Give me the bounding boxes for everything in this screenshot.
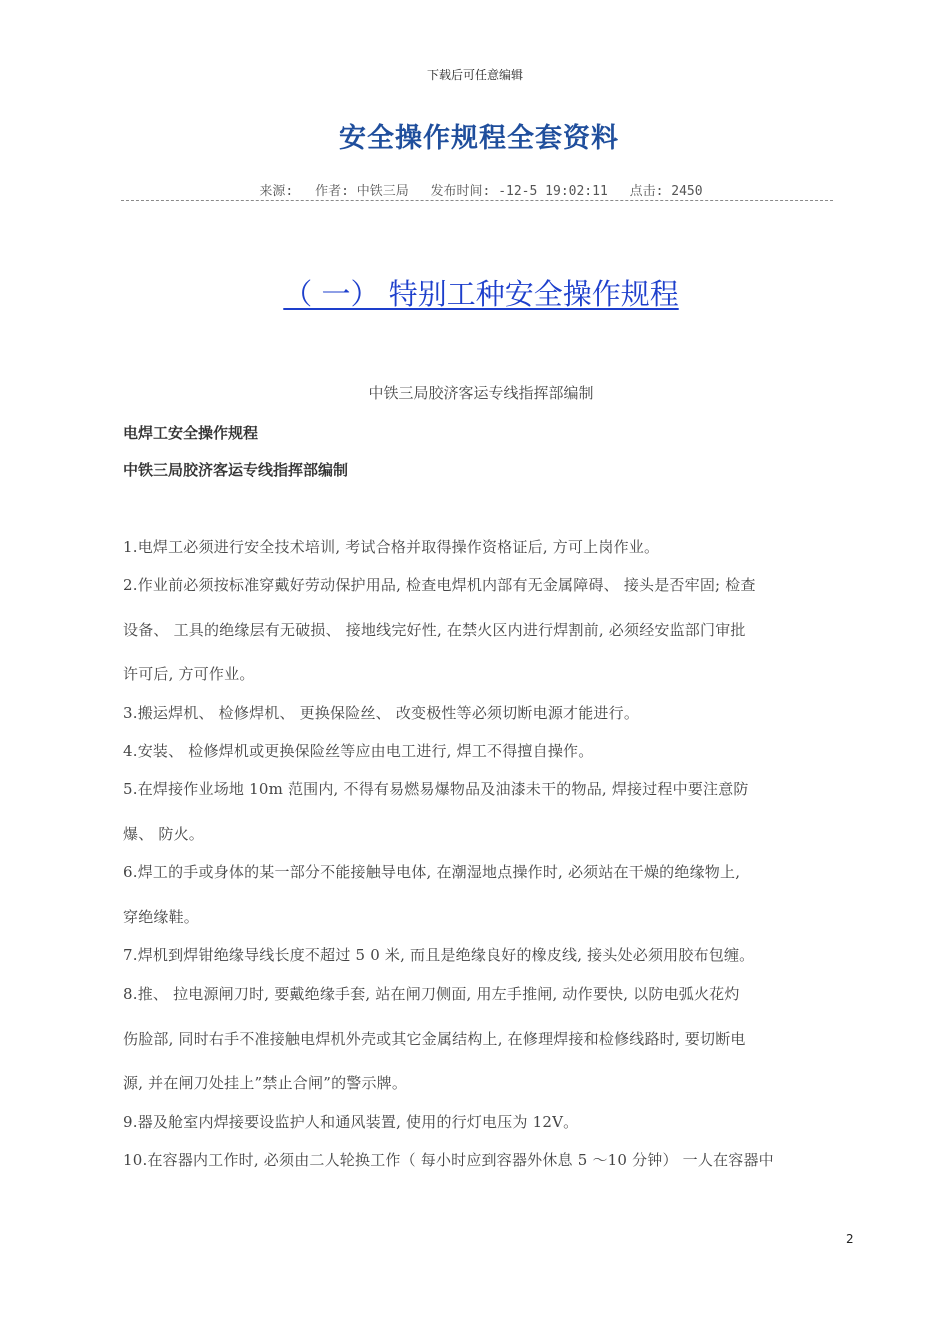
- rule-line: 穿绝缘鞋。: [123, 908, 200, 926]
- page-number: 2: [846, 1232, 854, 1246]
- rule-line: 6.焊工的手或身体的某一部分不能接触导电体, 在潮湿地点操作时, 必须站在干燥的绝缘物上,: [123, 863, 741, 881]
- rule-line: 设备、 工具的绝缘层有无破损、 接地线完好性, 在禁火区内进行焊割前, 必须经安监部门审批: [123, 621, 746, 639]
- rule-line: 爆、 防火。: [123, 825, 204, 843]
- dashed-divider: [121, 200, 833, 201]
- compiler-line: 中铁三局胶济客运专线指挥部编制: [368, 384, 594, 402]
- rule-line: 8.推、 拉电源闸刀时, 要戴绝缘手套, 站在闸刀侧面, 用左手推闸, 动作要快, 以防电弧火花灼: [123, 985, 740, 1003]
- rule-line: 源, 并在闸刀处挂上”禁止合闸”的警示牌。: [123, 1074, 408, 1092]
- subheading-compiler: 中铁三局胶济客运专线指挥部编制: [123, 461, 349, 479]
- rule-line: 5.在焊接作业场地 10m 范围内, 不得有易燃易爆物品及油漆未干的物品, 焊接过程中要注意防: [123, 780, 749, 798]
- meta-author: 作者: 中铁三局: [315, 184, 409, 199]
- rule-line: 4.安装、 检修焊机或更换保险丝等应由电工进行, 焊工不得擅自操作。: [123, 742, 594, 760]
- meta-source: 来源:: [259, 184, 294, 199]
- rule-line: 1.电焊工必须进行安全技术培训, 考试合格并取得操作资格证后, 方可上岗作业。: [123, 538, 660, 556]
- subheading-welder-rules: 电焊工安全操作规程: [123, 424, 259, 442]
- meta-published-time: 发布时间: -12-5 19:02:11: [430, 184, 608, 199]
- section-heading-link[interactable]: （ 一） 特别工种安全操作规程: [283, 277, 679, 311]
- rule-line: 伤脸部, 同时右手不准接触电焊机外壳或其它金属结构上, 在修理焊接和检修线路时, 要切断电: [123, 1030, 746, 1048]
- rule-line: 3.搬运焊机、 检修焊机、 更换保险丝、 改变极性等必须切断电源才能进行。: [123, 704, 640, 722]
- rule-line: 10.在容器内工作时, 必须由二人轮换工作（ 每小时应到容器外休息 5 ～10 分钟） 一人在容器中: [123, 1151, 774, 1169]
- page-header-note: 下载后可任意编辑: [426, 68, 523, 82]
- rule-line: 2.作业前必须按标准穿戴好劳动保护用品, 检查电焊机内部有无金属障碍、 接头是否牢固; 检查: [123, 576, 756, 594]
- document-title: 安全操作规程全套资料: [339, 123, 619, 154]
- rule-line: 7.焊机到焊钳绝缘导线长度不超过 5 0 米, 而且是绝缘良好的橡皮线, 接头处必须用胶布包缠。: [123, 946, 755, 964]
- rule-line: 许可后, 方可作业。: [123, 665, 255, 683]
- rule-line: 9.器及舱室内焊接要设监护人和通风装置, 使用的行灯电压为 12V。: [123, 1113, 579, 1131]
- article-meta: [0, 180, 950, 199]
- meta-click-count: 点击: 2450: [629, 184, 703, 199]
